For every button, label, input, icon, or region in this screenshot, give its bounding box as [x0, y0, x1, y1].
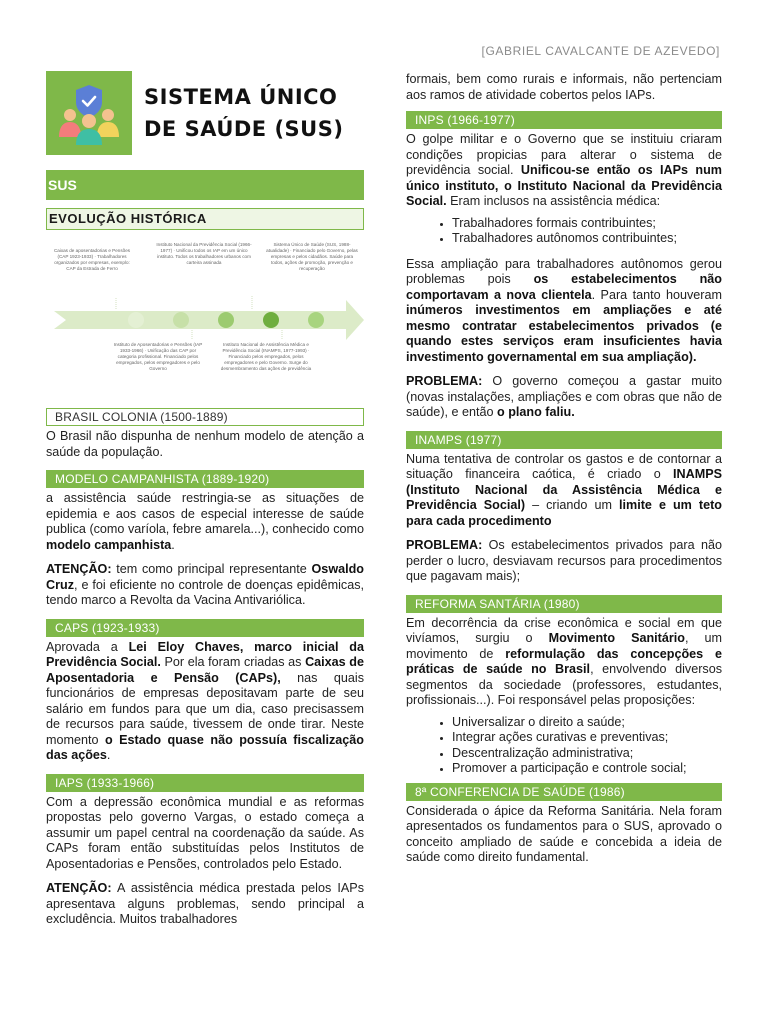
author-name: [GABRIEL CAVALCANTE DE AZEVEDO] — [481, 44, 720, 58]
list-item: • Promover a participação e controle social; — [452, 761, 722, 777]
right-column — [406, 72, 722, 866]
iaps-paragraph-1: Com a depressão econômica mundial e as reformas propostas pelo governo Vargas, o estado começa a assumir um papel central na coordenação da saúde. As CAPs foram então substituídas pelos Institutos de Aposentadorias e Pensões, controlados pelo Estado. — [46, 794, 364, 871]
inps-paragraph-3: PROBLEMA: O governo começou a gastar muito (novas instalações, ampliações e com obras que não de saúde), e então o plano faliu. — [406, 374, 722, 419]
iaps-continuation: formais, bem como rurais e informais, não pertenciam aos ramos de atividade cobertos pelos IAPs. — [406, 72, 722, 102]
title-line-2: DE SAÚDE (SUS) — [144, 117, 344, 141]
reforma-list — [406, 715, 722, 777]
inps-list — [406, 216, 722, 247]
timeline-infographic — [46, 238, 364, 398]
timeline-caps: Caixas de aposentadorias e Pensões (CAP 1923-1933) · Trabalhadores organizados por empresas, exemplo: CAP da Estrada de Ferro — [53, 248, 131, 271]
timeline-dot-3 — [218, 312, 234, 328]
title-line-1: SISTEMA ÚNICO — [144, 85, 338, 109]
people-group-icon — [46, 71, 132, 155]
timeline-inps: Instituto Nacional da Previdência Social (1966-1977) · Unificou todos os IAP em um único instituto. Todos os trabalhadores urbanos com carteira assinada — [156, 242, 252, 265]
reforma-paragraph: Em decorrência da crise econômica e social em que vivíamos, surgiu o Movimento Sanitário, um movimento de reformulação das concepções e práticas de saúde no Brasil, envolvendo diversos segmentos da sociedade (professores, estudantes, profissionais...). Foi responsável pelas proposições: — [406, 615, 723, 707]
page-title — [144, 81, 343, 145]
timeline-sus: Sistema Único de Saúde (SUS, 1988-atualidade) · Financiado pelo Governo, pelas empresas e pelos cidadãos. Saúde para todos, ações de promoção, prevenção e recuperação — [266, 242, 358, 271]
list-item: • Integrar ações curativas e preventivas; — [452, 730, 722, 746]
timeline-dot-4 — [263, 312, 279, 328]
section-iaps: IAPS (1933-1966) — [46, 774, 364, 792]
inamps-paragraph-1: Numa tentativa de controlar os gastos e de contornar a situação financeira caótica, é criado o INAMPS (Instituto Nacional da Assistência Médica e Previdência Social) – criando um limite e um teto para cada procedimento — [406, 451, 723, 528]
section-inamps: INAMPS (1977) — [406, 431, 722, 449]
section-brasil-colonia: BRASIL COLONIA (1500-1889) — [46, 408, 364, 426]
timeline-inamps: Instituto Nacional de Assistência Médica e Previdência Social (INAMPS, 1977-1993) · Financiado pelos empregados, pelos empregadores e pelo Governo. Surge do desmembramento das ações de previdência — [220, 342, 312, 371]
list-item: • Trabalhadores autônomos contribuintes; — [452, 231, 722, 247]
sus-logo — [46, 71, 132, 155]
modelo-paragraph-2: ATENÇÃO: tem como principal representante Oswaldo Cruz, e foi eficiente no controle de doenças epidêmicas, tendo marco a Revolta da Vacina Antivariólica. — [46, 562, 364, 607]
timeline-iap: Instituto de Aposentadorias e Pensões (IAP 1933-1966) · Unificação das CAP por categoria profissional. Financiado pelos empregados, pelos empregadores e pelo Governo — [113, 342, 203, 371]
shield-check-icon — [76, 85, 102, 118]
modelo-paragraph-1: a assistência saúde restringia-se as situações de epidemia e aos casos de especial interesse de saúde publica (como varíola, febre amarela...), conhecido como modelo campanhista. — [46, 491, 364, 552]
timeline-dot-1 — [128, 312, 144, 328]
section-caps: CAPS (1923-1933) — [46, 619, 364, 637]
left-column — [46, 70, 364, 928]
sus-bar: SUS — [46, 170, 364, 200]
inps-paragraph-2: Essa ampliação para trabalhadores autônomos gerou problemas pois os estabelecimentos não comportavam a nova clientela. Para tanto houveram inúmeros investimentos em ampliações e até mesmo contratar estabelecimentos privados (e quando estes serviços eram insuficientes havia investimento governamental em sua ampliação). — [406, 256, 722, 364]
list-item: • Descentralização administrativa; — [452, 746, 722, 762]
section-conferencia: 8ª CONFERENCIA DE SAÚDE (1986) — [406, 783, 722, 801]
inamps-paragraph-2: PROBLEMA: Os estabelecimentos privados para não perder o lucro, desviavam recursos para procedimentos que pagavam mais); — [406, 538, 722, 583]
timeline-dot-5 — [308, 312, 324, 328]
list-item: • Universalizar o direito a saúde; — [452, 715, 722, 731]
header — [46, 70, 364, 156]
inps-paragraph-1: O golpe militar e o Governo que se instituiu criaram condições propicias para alterar o sistema de previdência social. Unificou-se então os IAPs num único instituto, o Instituto Nacional da Previdência Social. Eram inclusos na assistência médica: — [406, 132, 722, 208]
iaps-paragraph-2: ATENÇÃO: A assistência médica prestada pelos IAPs apresentava alguns problemas, sendo principal a excludência. Muitos trabalhadores — [46, 881, 364, 926]
list-item: • Trabalhadores formais contribuintes; — [452, 216, 722, 232]
caps-paragraph: Aprovada a Lei Eloy Chaves, marco inicial da Previdência Social. Por ela foram criadas as Caixas de Aposentadoria e Pensão (CAPs), nas quais funcionários de empresas depositavam parte de seu salário em fundos para que um dia, caso precisassem de recursos para saúde, tivessem de onde tirar. Neste momento o Estado quase não possuía fiscalização das ações. — [46, 639, 364, 762]
conferencia-paragraph: Considerada o ápice da Reforma Sanitária. Nela foram apresentados os fundamentos para o SUS, aprovado o conceito ampliado de saúde e concebida a ideia de saúde como direito fundamental. — [406, 803, 722, 864]
section-modelo-campanhista: MODELO CAMPANHISTA (1889-1920) — [46, 470, 364, 488]
section-reforma-sanitaria: REFORMA SANTÁRIA (1980) — [406, 595, 722, 613]
section-inps: INPS (1966-1977) — [406, 111, 722, 129]
section-evolucao-historica: EVOLUÇÃO HISTÓRICA — [46, 208, 364, 230]
brasil-colonia-text: O Brasil não dispunha de nenhum modelo de atenção a saúde da população. — [46, 429, 364, 459]
timeline-dot-2 — [173, 312, 189, 328]
